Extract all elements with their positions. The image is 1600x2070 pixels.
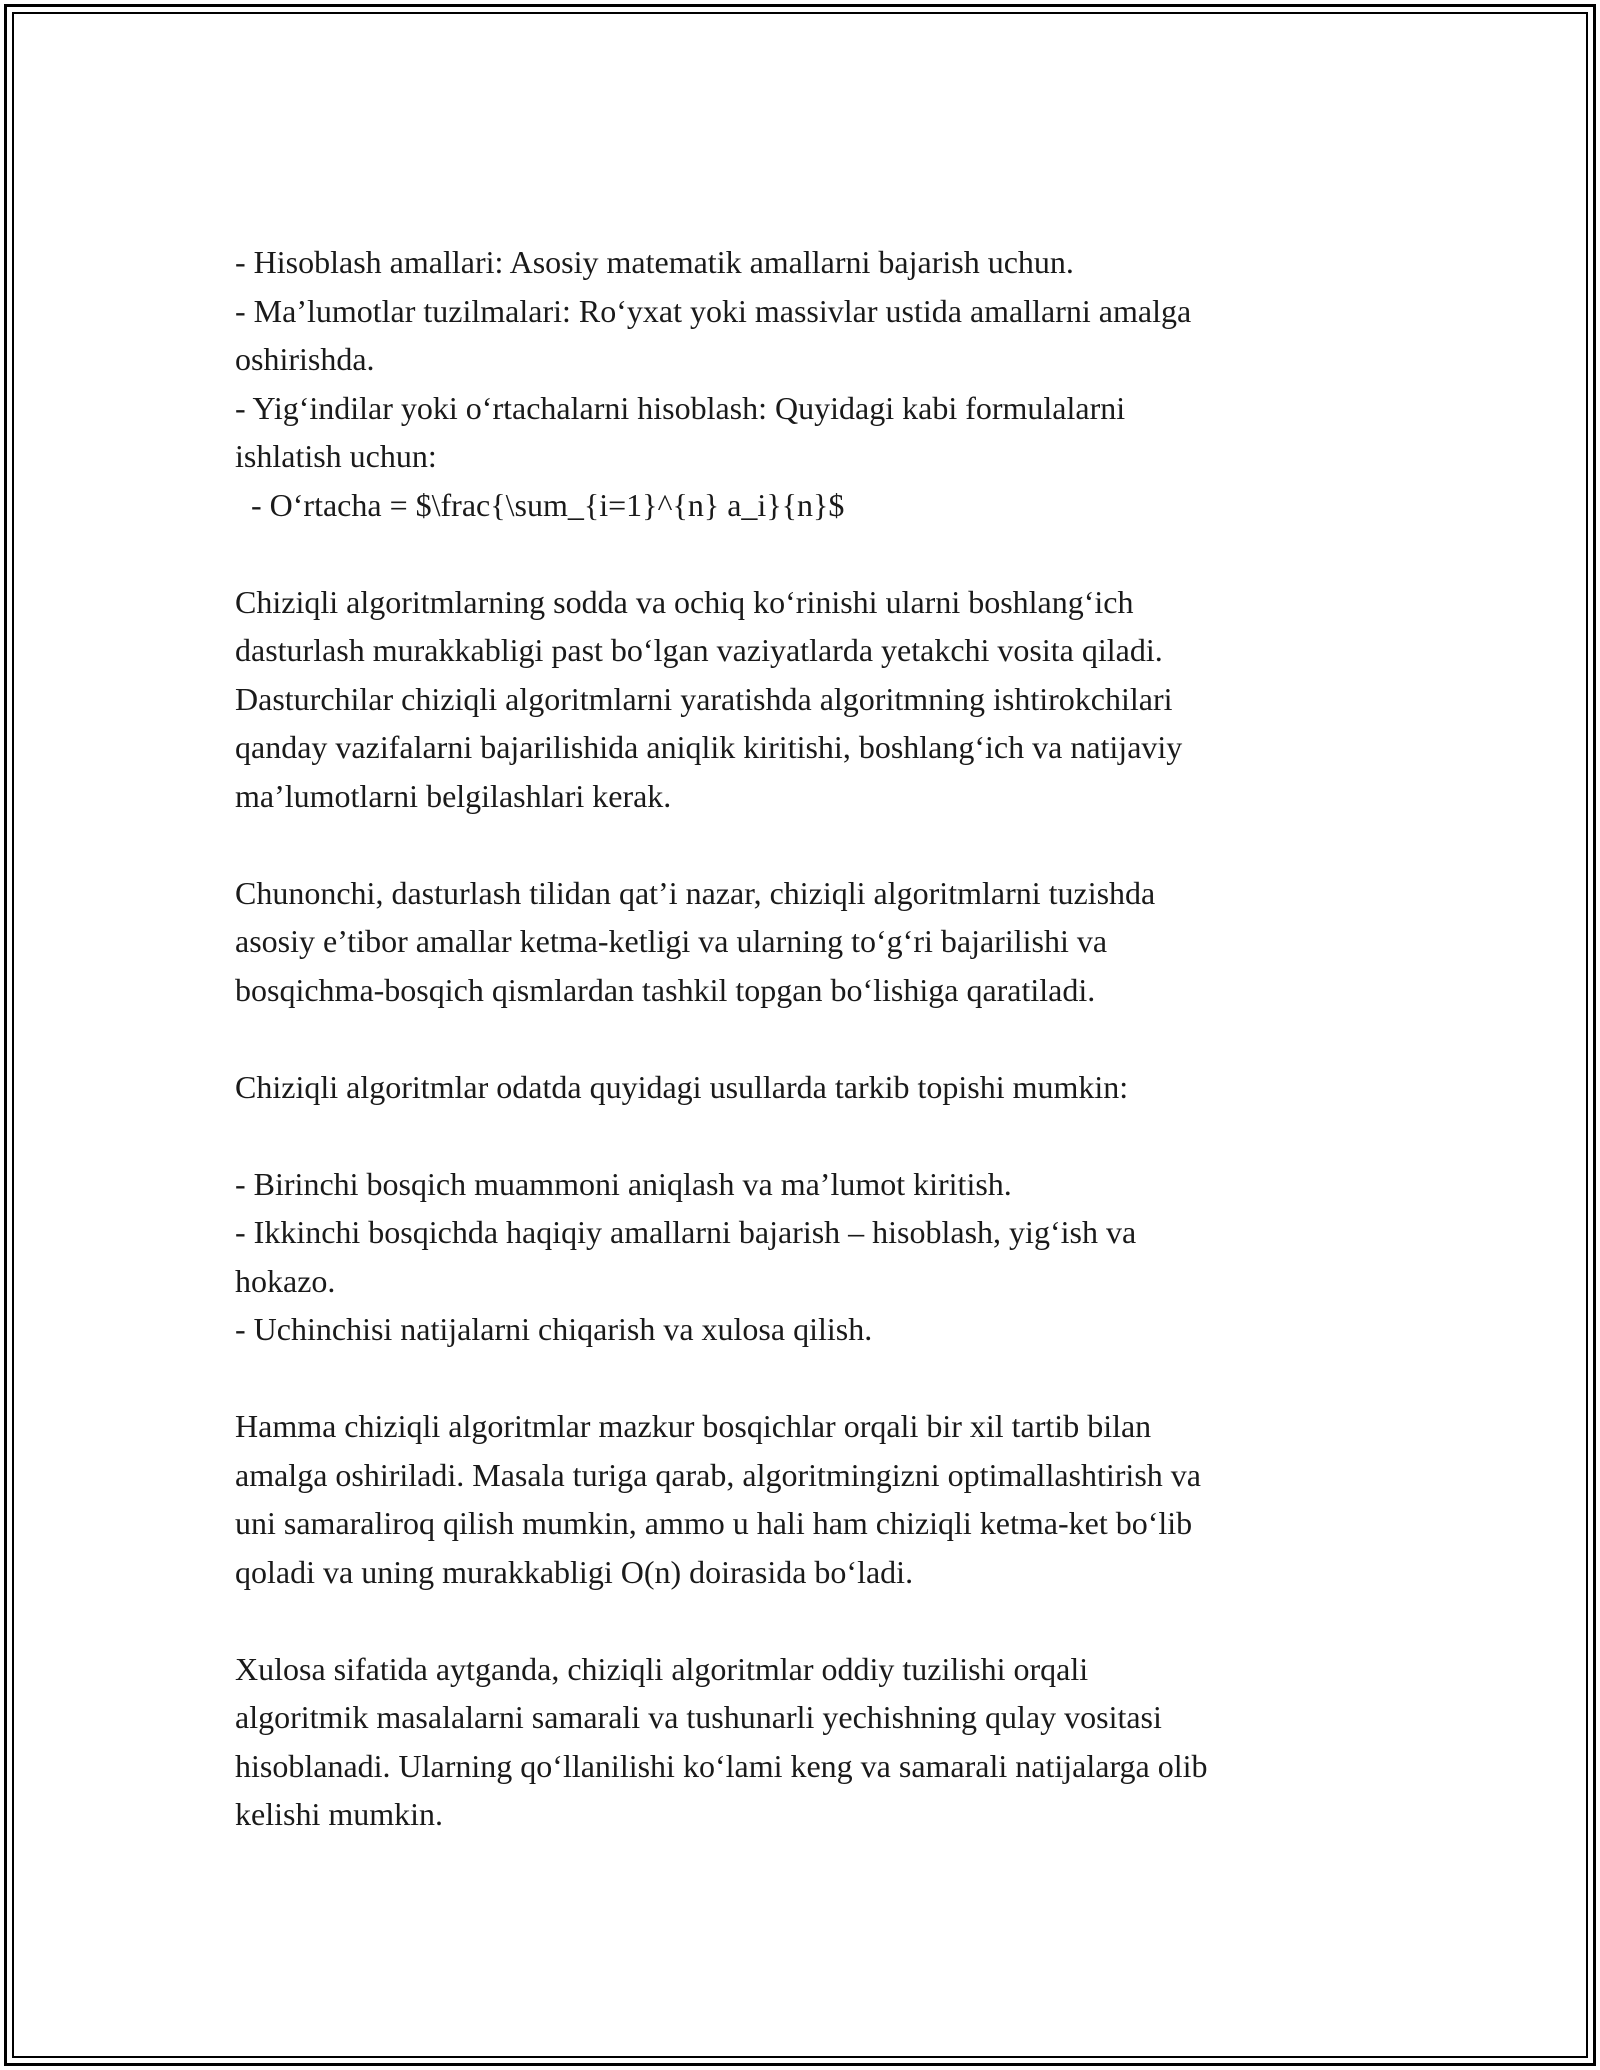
document-body: [235, 238, 1385, 1839]
list-stages: [235, 1160, 1385, 1354]
list-item: - Birinchi bosqich muammoni aniqlash va ma’lumot kiritish.: [235, 1165, 1012, 1202]
paragraph-conclusion: [235, 1645, 1385, 1839]
paragraph-gap: [235, 1111, 1385, 1160]
text-line: Chiziqli algoritmlar odatda quyidagi usullarda tarkib topishi mumkin:: [235, 1068, 1129, 1105]
list-operations: [235, 238, 1385, 529]
text-line: kelishi mumkin.: [235, 1796, 443, 1832]
paragraph-gap: [235, 1596, 1385, 1645]
paragraph: [235, 578, 1385, 821]
paragraph: [235, 1402, 1385, 1596]
list-item: - Hisoblash amallari: Asosiy matematik amallarni bajarish uchun.: [235, 244, 1074, 280]
text-line: dasturlash murakkabligi past bo‘lgan vaziyatlarda yetakchi vosita qiladi.: [235, 632, 1163, 668]
text-line: amalga oshiriladi. Masala turiga qarab, algoritmingizni optimallashtirish va: [235, 1456, 1201, 1493]
paragraph: [235, 869, 1385, 1015]
list-item-continuation: oshirishda.: [235, 341, 375, 377]
text-line: Xulosa sifatida aytganda, chiziqli algoritmlar oddiy tuzilishi orqali: [235, 1650, 1089, 1687]
paragraph-gap: [235, 529, 1385, 578]
list-item: - Ikkinchi bosqichda haqiqiy amallarni bajarish – hisoblash, yig‘ish va: [235, 1214, 1137, 1250]
paragraph: [235, 1063, 1385, 1112]
text-line: Hamma chiziqli algoritmlar mazkur bosqichlar orqali bir xil tartib bilan: [235, 1408, 1152, 1444]
paragraph-gap: [235, 820, 1385, 869]
text-line: hisoblanadi. Ularning qo‘llanilishi ko‘lami keng va samarali natijalarga olib: [235, 1747, 1208, 1784]
text-line: Chunonchi, dasturlash tilidan qat’i nazar, chiziqli algoritmlarni tuzishda: [235, 874, 1156, 911]
text-line: asosiy e’tibor amallar ketma-ketligi va ularning to‘g‘ri bajarilishi va: [235, 923, 1108, 959]
paragraph-gap: [235, 1014, 1385, 1063]
list-item-continuation: hokazo.: [235, 1262, 336, 1299]
text-line: Dasturchilar chiziqli algoritmlarni yaratishda algoritmning ishtirokchilari: [235, 680, 1173, 717]
text-line: qanday vazifalarni bajarilishida aniqlik kiritishi, boshlang‘ich va natijaviy: [235, 729, 1183, 765]
text-line: Chiziqli algoritmlarning sodda va ochiq ko‘rinishi ularni boshlang‘ich: [235, 583, 1134, 620]
text-line: algoritmik masalalarni samarali va tushunarli yechishning qulay vositasi: [235, 1699, 1162, 1735]
list-item: - Ma’lumotlar tuzilmalari: Ro‘yxat yoki massivlar ustida amallarni amalga: [235, 292, 1192, 329]
text-line: bosqichma-bosqich qismlardan tashkil topgan bo‘lishiga qaratiladi.: [235, 971, 1096, 1008]
text-line: ma’lumotlarni belgilashlari kerak.: [235, 777, 672, 814]
text-line: qoladi va uning murakkabligi O(n) doirasida bo‘ladi.: [235, 1553, 914, 1590]
list-item: - Yig‘indilar yoki o‘rtachalarni hisoblash: Quyidagi kabi formulalarni: [235, 389, 1126, 426]
text-line: uni samaraliroq qilish mumkin, ammo u hali ham chiziqli ketma-ket bo‘lib: [235, 1505, 1193, 1541]
paragraph-gap: [235, 1354, 1385, 1403]
list-item: - Uchinchisi natijalarni chiqarish va xulosa qilish.: [235, 1311, 873, 1347]
formula-line: - O‘rtacha = $\frac{\sum_{i=1}^{n} a_i}{n}$: [235, 486, 845, 523]
list-item-continuation: ishlatish uchun:: [235, 438, 437, 474]
